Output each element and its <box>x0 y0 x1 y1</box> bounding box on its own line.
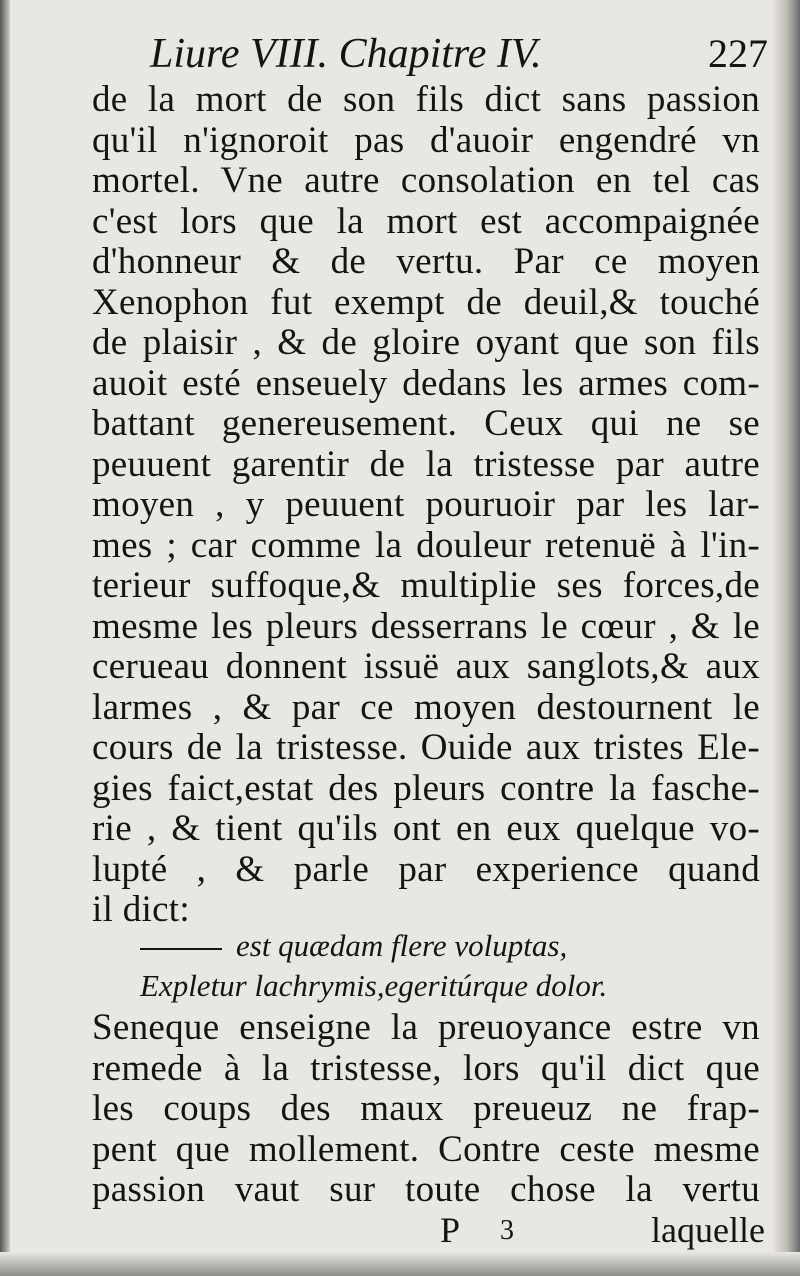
text-line: cerueau donnent issuë aux sanglots,& aux <box>92 646 760 687</box>
text-line: gies faict,estat des pleurs contre la fasche- <box>92 767 760 809</box>
running-header <box>150 24 770 84</box>
page-gutter-shadow <box>0 0 10 1276</box>
text-line: peuuent garentir de la tristesse par autre <box>92 443 760 485</box>
text-line: moyen , y peuuent pouruoir par les lar- <box>92 484 760 525</box>
signature-number: 3 <box>500 1215 514 1246</box>
verse-text: est quædam flere voluptas, <box>236 928 568 963</box>
text-line: terieur suffoque,& multiplie ses forces,de <box>92 565 760 606</box>
text-line: Xenophon fut exempt de deuil,& touché <box>92 281 760 323</box>
text-line: rie , & tient qu'ils ont en eux quelque vo- <box>92 808 760 849</box>
text-line: larmes , & par ce moyen destournent le <box>92 686 760 728</box>
page-bottom-shadow <box>0 1252 800 1276</box>
verse-text: Expletur lachrymis,egeritúrque dolor. <box>140 968 608 1003</box>
text-line: qu'il n'ignoroit pas d'auoir engendré vn <box>92 119 760 161</box>
text-line: mesme les pleurs desserrans le cœur , & le <box>92 605 760 647</box>
text-line: passion vaut sur toute chose la vertu <box>92 1169 760 1210</box>
signature-mark: P <box>440 1210 461 1250</box>
verse-quotation-line-1 <box>140 928 760 964</box>
text-line: il dict: <box>92 889 190 930</box>
text-line: lupté , & parle par experience quand <box>92 848 760 890</box>
body-text-continued <box>92 1008 760 1211</box>
text-line: auoit esté enseuely dedans les armes com- <box>92 362 760 404</box>
text-line: mortel. Vne autre consolation en tel cas <box>92 160 760 201</box>
verse-dash <box>140 948 222 950</box>
text-line: c'est lors que la mort est accompaignée <box>92 200 760 242</box>
text-line: d'honneur & de vertu. Par ce moyen <box>92 241 760 282</box>
page-number: 227 <box>708 31 768 76</box>
text-line: remede à la tristesse, lors qu'il dict que <box>92 1047 760 1089</box>
text-line: battant genereusement. Ceux qui ne se <box>92 403 760 444</box>
catchword: laquelle <box>651 1210 765 1250</box>
verse-quotation-line-2 <box>140 968 760 1004</box>
page-edge-shadow <box>772 0 800 1276</box>
text-line: Seneque enseigne la preuoyance estre vn <box>92 1007 760 1048</box>
text-line: pent que mollement. Contre ceste mesme <box>92 1128 760 1170</box>
text-line: mes ; car comme la douleur retenuë à l'in- <box>92 524 760 566</box>
text-line: les coups des maux preueuz ne frap- <box>92 1088 760 1129</box>
text-line: de plaisir , & de gloire oyant que son fils <box>92 322 760 363</box>
text-line: de la mort de son fils dict sans passion <box>92 79 760 120</box>
running-title: Liure VIII. Chapitre IV. <box>150 31 542 77</box>
text-line: cours de la tristesse. Ouide aux tristes Ele- <box>92 727 760 768</box>
body-text <box>92 80 760 931</box>
